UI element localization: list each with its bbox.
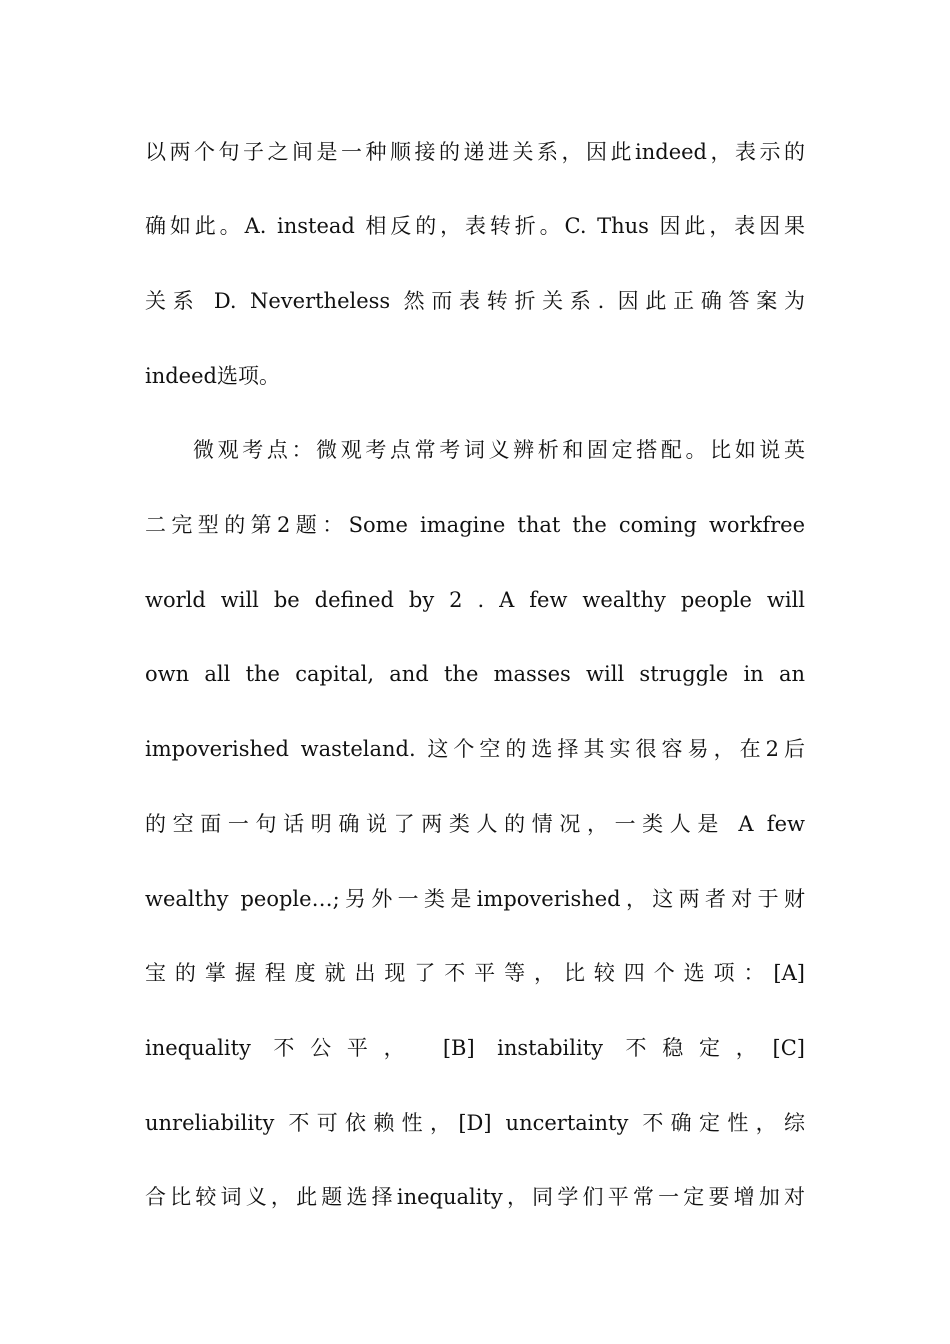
text-line: 合比较词义，此题选择inequality，同学们平常一定要增加对 — [145, 1185, 805, 1209]
text-line: 二完型的第2题：Some imagine that the coming workfree — [145, 513, 805, 537]
text-line: impoverished wasteland. 这个空的选择其实很容易，在2后 — [145, 737, 805, 761]
text-line: 关系 D. Nevertheless 然而表转折关系. 因此正确答案为 — [145, 289, 805, 313]
text-line: own all the capital, and the masses will struggle in an — [145, 662, 805, 686]
text-line: indeed选项。 — [145, 364, 280, 388]
text-line: world will be defined by 2 . A few wealthy people will — [145, 588, 805, 612]
text-line: unreliability 不可依赖性，[D] uncertainty 不确定性，综 — [145, 1111, 805, 1135]
paragraph-first-line: 微观考点：微观考点常考词义辨析和固定搭配。比如说英 — [193, 438, 805, 462]
text-line: 的空面一句话明确说了两类人的情况，一类人是 A few — [145, 812, 805, 836]
text-line: wealthy people…;另外一类是impoverished，这两者对于财 — [145, 887, 805, 911]
text-line: inequality 不公平， [B] instability 不稳定，[C] — [145, 1036, 805, 1060]
text-line: 以两个句子之间是一种顺接的递进关系，因此indeed，表示的 — [145, 140, 805, 164]
text-line: 确如此。A. instead 相反的，表转折。C. Thus 因此，表因果 — [145, 214, 805, 238]
text-line: 宝的掌握程度就出现了不平等，比较四个选项：[A] — [145, 961, 805, 985]
